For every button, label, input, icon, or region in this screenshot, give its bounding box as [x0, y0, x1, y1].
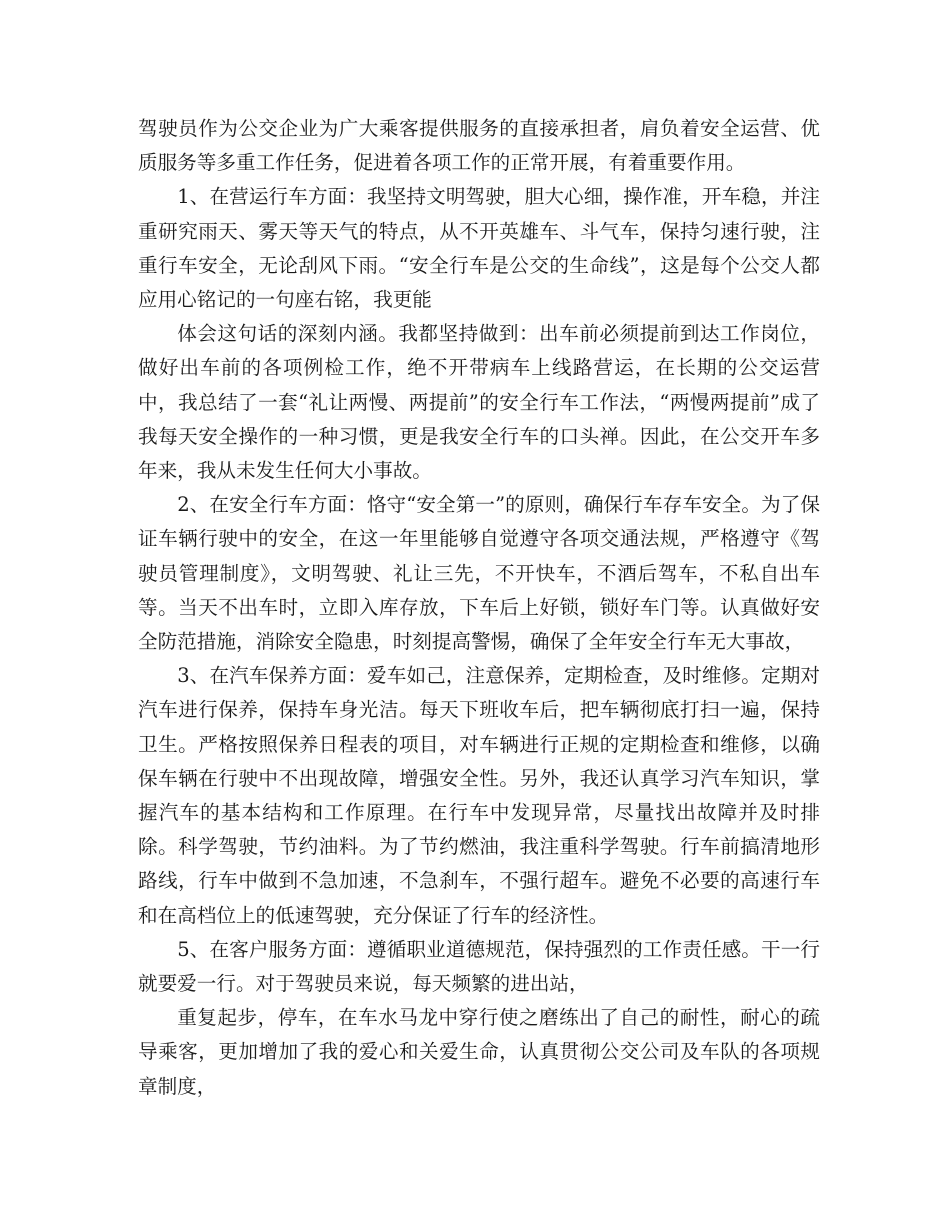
paragraph-operation-driving: 1、在营运行车方面：我坚持文明驾驶，胆大心细，操作准，开车稳，并注重研究雨天、雾天等天气的特点，从不开英雄车、斗气车，保持匀速行驶，注重行车安全，无论刮风下雨。“安全行车是公交的生命线”，这是每个公交人都应用心铭记的一句座右铭，我更能 — [138, 185, 820, 312]
paragraph-vehicle-maintenance: 3、在汽车保养方面：爱车如己，注意保养，定期检查，及时维修。定期对汽车进行保养，保持车身光洁。每天下班收车后，把车辆彻底打扫一遍，保持卫生。严格按照保养日程表的项目，对车辆进行正规的定期检查和维修，以确保车辆在行驶中不出现故障，增强安全性。另外，我还认真学习汽车知识，掌握汽车的基本结构和工作原理。在行车中发现异常，尽量找出故障并及时排除。科学驾驶，节约油料。为了节约燃油，我注重科学驾驶。行车前搞清地形路线，行车中做到不急加速，不急刹车，不强行超车。避免不必要的高速行车和在高档位上的低速驾驶，充分保证了行车的经济性。 — [138, 664, 820, 927]
paragraph-patience: 重复起步，停车，在车水马龙中穿行使之磨练出了自己的耐性，耐心的疏导乘客，更加增加了我的爱心和关爱生命，认真贯彻公交公司及车队的各项规章制度， — [138, 1006, 820, 1098]
paragraph-customer-service: 5、在客户服务方面：遵循职业道德规范，保持强烈的工作责任感。干一行就要爱一行。对于驾驶员来说，每天频繁的进出站， — [138, 937, 820, 996]
paragraph-safe-driving: 2、在安全行车方面：恪守“安全第一”的原则，确保行车存车安全。为了保证车辆行驶中的安全，在这一年里能够自觉遵守各项交通法规，严格遵守《驾驶员管理制度》，文明驾驶、礼让三先，不开快车，不酒后驾车，不私自出车等。当天不出车时，立即入库存放，下车后上好锁，锁好车门等。认真做好安全防范措施，消除安全隐患，时刻提高警惕，确保了全年安全行车无大事故， — [138, 493, 820, 654]
paragraph-safety-practice: 体会这句话的深刻内涵。我都坚持做到：出车前必须提前到达工作岗位，做好出车前的各项例检工作，绝不开带病车上线路营运，在长期的公交运营中，我总结了一套“礼让两慢、两提前”的安全行车工作法，“两慢两提前”成了我每天安全操作的一种习惯，更是我安全行车的口头禅。因此，在公交开车多年来，我从未发生任何大小事故。 — [138, 322, 820, 483]
paragraph-intro: 驾驶员作为公交企业为广大乘客提供服务的直接承担者，肩负着安全运营、优质服务等多重工作任务，促进着各项工作的正常开展，有着重要作用。 — [138, 117, 820, 175]
